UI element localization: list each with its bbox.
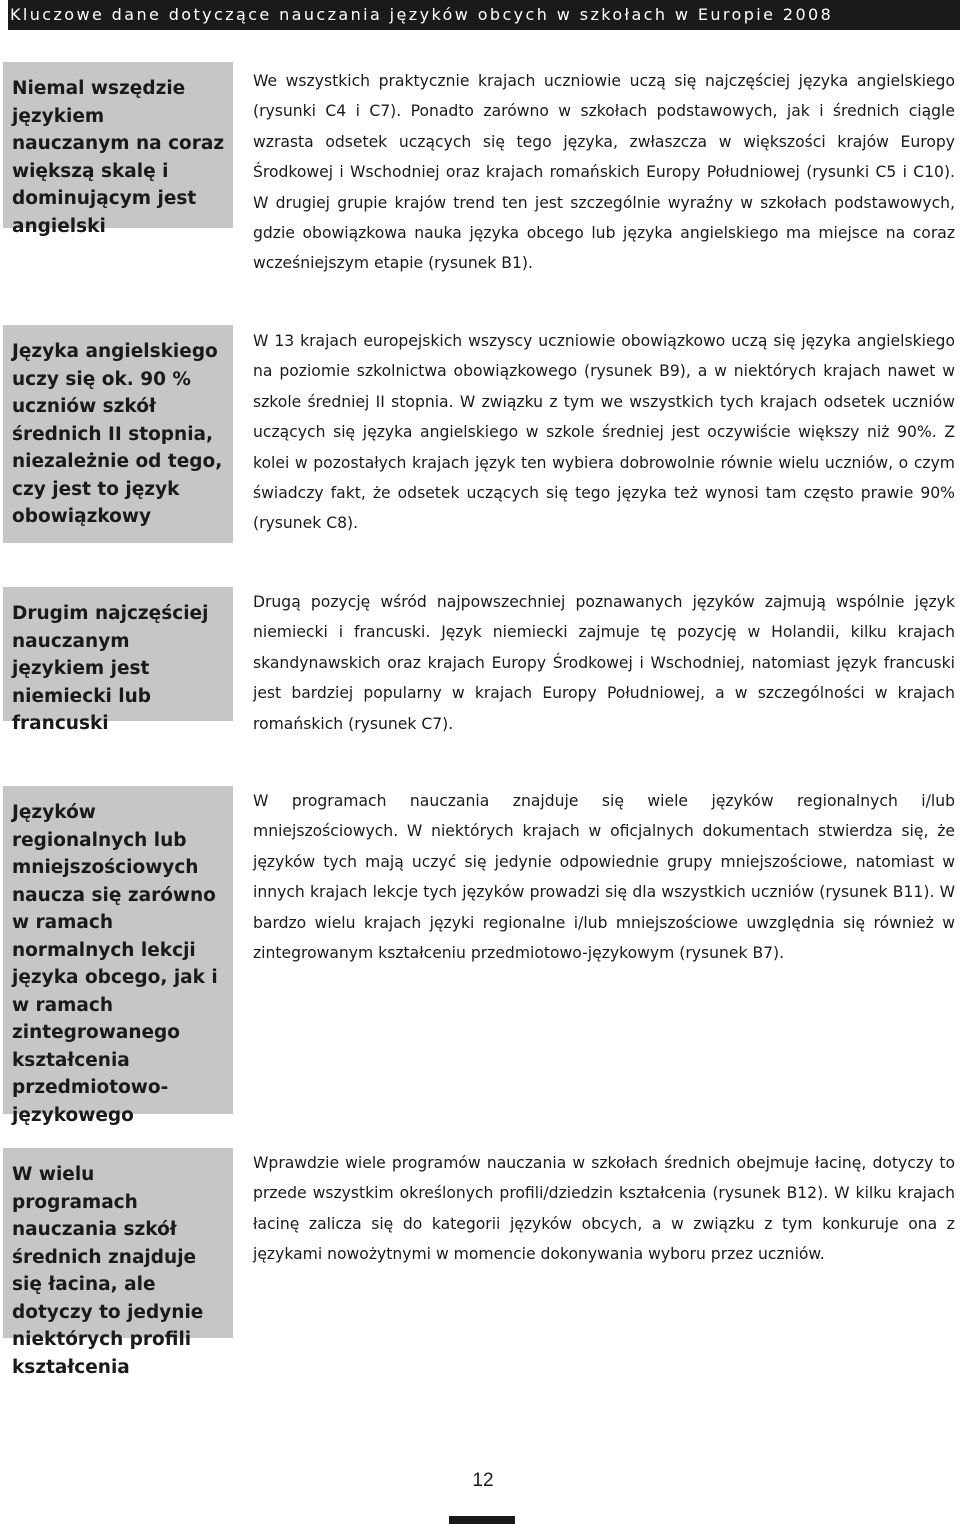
sidebar-note: Drugim najczęściej nauczanym językiem jest niemiecki lub francuski	[3, 587, 233, 721]
page-number: 12	[472, 1470, 494, 1491]
paragraph: We wszystkich praktycznie krajach uczniowie uczą się najczęściej języka angielskiego (rysunki C4 i C7). Ponadto zarówno w szkołach podstawowych, jak i średnich ciągle wzrasta odsetek uczących się tego języka, zwłaszcza w większości krajów Europy Środkowej i Wschodniej oraz krajach romańskich Europy Południowej (rysunki C5 i C10). W drugiej grupie krajów trend ten jest szczególnie wyraźny w szkołach podstawowych, gdzie obowiązkowa nauka języka obcego lub języka angielskiego ma miejsce na coraz wcześniejszym etapie (rysunek B1).	[253, 72, 955, 273]
paragraph: W 13 krajach europejskich wszyscy uczniowie obowiązkowo uczą się języka angielskiego na poziomie szkolnictwa obowiązkowego (rysunek B9), a w niektórych krajach nawet w szkole średniej II stopnia. W związku z tym we wszystkich tych krajach odsetek uczniów uczących się języka angielskiego w szkole średniej jest oczywiście większy niż 90%. Z kolei w pozostałych krajach język ten wybiera dobrowolnie równie wielu uczniów, o czym świadczy fakt, że odsetek uczących się tego języka też wynosi tam często prawie 90% (rysunek C8).	[253, 332, 955, 533]
paragraph: Drugą pozycję wśród najpowszechniej poznawanych języków zajmują wspólnie język niemiecki i francuski. Język niemiecki zajmuje tę pozycję w Holandii, kilku krajach skandynawskich oraz krajach Europy Środkowej i Wschodniej, natomiast język francuski jest bardziej popularny w krajach Europy Południowej, a w szczególności w krajach romańskich (rysunek C7).	[253, 593, 955, 733]
sidebar-note: Języków regionalnych lub mniejszościowych naucza się zarówno w ramach normalnych lekcji języka obcego, jak i w ramach zintegrowanego kształcenia przedmiotowo-językowego	[3, 786, 233, 1114]
footer-rule	[449, 1516, 515, 1524]
sidebar-note: W wielu programach nauczania szkół średnich znajduje się łacina, ale dotyczy to jedynie niektórych profili kształcenia	[3, 1148, 233, 1338]
running-header: Kluczowe dane dotyczące nauczania języków obcych w szkołach w Europie 2008	[8, 0, 960, 30]
sidebar-note: Niemal wszędzie językiem nauczanym na coraz większą skalę i dominującym jest angielski	[3, 62, 233, 228]
paragraph: W programach nauczania znajduje się wiele języków regionalnych i/lub mniejszościowych. W niektórych krajach w oficjalnych dokumentach stwierdza się, że języków tych mają uczyć się jedynie odpowiednie grupy mniejszościowe, natomiast w innych krajach lekcje tych języków prowadzi się dla wszystkich uczniów (rysunek B11). W bardzo wielu krajach języki regionalne i/lub mniejszościowe uwzględnia się również w zintegrowanym kształceniu przedmiotowo-językowym (rysunek B7).	[253, 792, 955, 963]
sidebar-note: Języka angielskiego uczy się ok. 90 % uczniów szkół średnich II stopnia, niezależnie od tego, czy jest to język obowiązkowy	[3, 325, 233, 543]
paragraph: Wprawdzie wiele programów nauczania w szkołach średnich obejmuje łacinę, dotyczy to przede wszystkim określonych profili/dziedzin kształcenia (rysunek B12). W kilku krajach łacinę zalicza się do kategorii języków obcych, a w związku z tym konkuruje ona z językami nowożytnymi w momencie dokonywania wyboru przez uczniów.	[253, 1154, 955, 1264]
